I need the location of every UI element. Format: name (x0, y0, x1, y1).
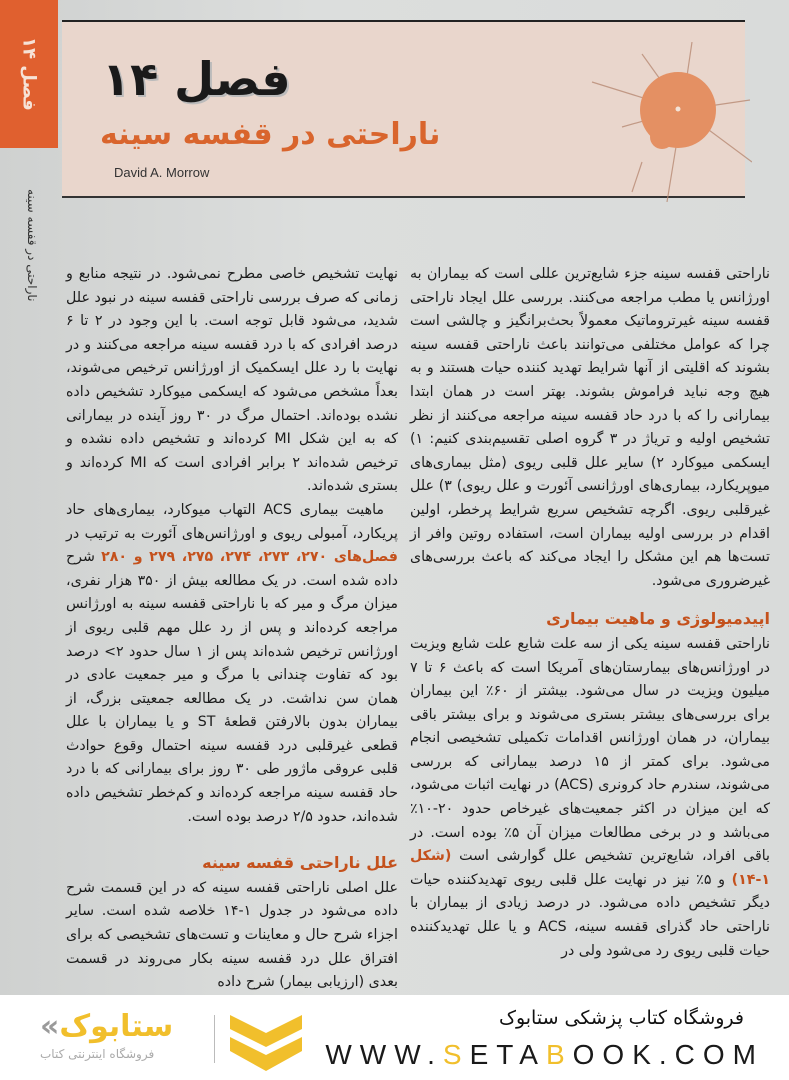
splash-icon (582, 42, 752, 202)
section-heading-causes: علل ناراحتی قفسه سینه (202, 853, 398, 873)
epi-text-1: ناراحتی قفسه سینه یکی از سه علت شایع علت شایع ویزیت در اورژانس‌های بیمارستان‌های آمریکا است که باعث ۶ تا ۷ میلیون ویزیت در سال می‌شود. بیشتر از ۶۰٪ این بیماران برای بررسی‌های بیشتر بستری می‌شوند و برای بیشتر باقی بیماران، در همان اورژانس اقدامات تکمیلی تشخیصی انجام می‌شود. برای کمتر از ۱۵ درصد بیمارانی که بررسی می‌شوند، سندرم حاد کرونری (ACS) در نهایت اثبات می‌شود، که این میزان در اکثر جمعیت‌های غیرخاص حدود ۲۰-۱۰٪ می‌باشد و در برخی مطالعات میزان آن ۵٪ بوده است. در باقی افراد، شایع‌ترین تشخیص علل گوارشی است (410, 635, 771, 865)
store-name: فروشگاه کتاب پزشکی ستابوک (498, 1007, 744, 1029)
continuation-paragraph: نهایت تشخیص خاصی مطرح نمی‌شود. در نتیجه منابع و زمانی که صرف بررسی ناراحتی قفسه سینه در نبود علل شدید، می‌شود قابل توجه است. با این وجود در ۲ تا ۶ درصد افرادی که با درد قفسه سینه مراجعه می‌کنند و در نهایت با رد علل ایسکمیک از اورژانس ترخیص می‌شوند، بعداً مشخص می‌شود که ایسکمی میوکارد تشخیص داده نشده بوده‌اند. احتمال مرگ در ۳۰ روز آینده در بیمارانی که به این شکل MI کرده‌اند و تشخیص داده نشده و ترخیص شده‌اند ۲ برابر افرادی است که MI کرده‌اند و بستری شده‌اند. (66, 266, 398, 495)
chapter-references-link[interactable]: فصل‌های ۲۷۰، ۲۷۳، ۲۷۴، ۲۷۵، ۲۷۹ و ۲۸۰ (101, 549, 398, 566)
epidemiology-paragraph (410, 633, 770, 963)
chapter-number: فصل ۱۴ (102, 52, 291, 106)
left-column (66, 263, 398, 995)
brand-logo-text: «ستابوک (40, 1009, 174, 1044)
chapter-header (62, 20, 745, 198)
right-column (410, 263, 770, 963)
brand-tagline: فروشگاه اینترنتی کتاب (40, 1047, 155, 1061)
section-heading-epidemiology: اپیدمیولوژی و ماهیت بیماری (546, 609, 770, 629)
chapter-title: ناراحتی در قفسه سینه (100, 117, 441, 152)
epi-text-2: و ۵٪ نیز در نهایت علل قلبی ریوی تهدیدکننده حیات دیگر تشخیص داده می‌شود. در درصد زیادی از بیماران با ناراحتی حاد گذرای قفسه سینه، ACS و یا علل تهدیدکننده حیات قلبی ریوی رد می‌شود ولی در (410, 871, 770, 959)
figure-reference-link[interactable]: (شکل ۱-۱۴) (410, 848, 770, 888)
footer-divider (214, 1015, 215, 1063)
side-tab-label: فصل ۱۴ (18, 37, 40, 111)
causes-paragraph: علل اصلی ناراحتی قفسه سینه که در این قسمت شرح داده می‌شود در جدول ۱-۱۴ خلاصه شده است. سایر اجزاء شرح حال و معاینات و تست‌های تشخیصی که برای افتراق علل درد قفسه سینه بکار می‌روند در قسمت بعدی (ارزیابی بیمار) شرح داده (66, 879, 398, 991)
nature-paragraph (66, 499, 398, 829)
store-website-link[interactable]: WWW.SETABOOK.COM (325, 1039, 764, 1070)
nature-text-2: شرح داده شده است. در یک مطالعه بیش از ۳۵۰ هزار نفری، میزان مرگ و میر که با ناراحتی قفسه سینه به اورژانس مراجعه کرده‌اند و پس از رد علل مهم قلبی ریوی از اورژانس ترخیص شده‌اند پس از ۱ سال حدود ۲> درصد بود که تفاوت چندانی با مرگ و میر جمعیت عادی در همان سن نداشت. در یک مطالعه جمعیتی بزرگ، از بیماران بدون بالارفتن قطعهٔ ST و یا بیماران با علل قطعی غیرقلبی درد قفسه سینه احتمال وقوع حوادث قلبی عروقی ماژور طی ۳۰ روز برای بیمارانی که با درد حاد قفسه سینه مراجعه کرده‌اند و کم‌خطر تشخیص داده شده‌اند، حدود ۲/۵ درصد بوده است. (66, 549, 399, 825)
nature-text-1: ماهیت بیماری ACS التهاب میوکارد، بیماری‌های حاد پریکارد، آمبولی ریوی و اورژانس‌های آئورت به ترتیب در (66, 501, 398, 542)
chapter-author: David A. Morrow (114, 165, 210, 180)
intro-paragraph: ناراحتی قفسه سینه جزء شایع‌ترین عللی است که بیماران به اورژانس یا مطب مراجعه می‌کنند. بررسی علل ایجاد ناراحتی قفسه سینه غیرتروماتیک معمولاً بحث‌برانگیز و چالشی است چرا که عوامل مختلفی می‌توانند باعث ناراحتی قفسه سینه بشوند که اقلیتی از آنها شرایط تهدید کننده حیات هستند و به هیچ وجه نباید فراموش بشوند. بهتر است در همان ابتدا بیمارانی را که با درد حاد قفسه سینه مراجعه می‌کنند از نظر تشخیص اولیه و تریاژ در ۳ گروه اصلی تقسیم‌بندی کنیم: ۱) ایسکمی میوکارد ۲) سایر علل قلبی ریوی (مثل بیماری‌های میوپریکارد، بیماری‌های اورژانسی آئورت و علل ریوی) ۳) علل غیرقلبی ریوی. اگرچه تشخیص سریع شرایط پرخطر، اولین اقدام در بررسی اولیه بیماران است، استفاده روتین وافر از تست‌ها هم این مشکل را ایجاد می‌کند که باعث بررسی‌های غیرضروری می‌شود. (410, 266, 771, 589)
chevron-logo-icon (230, 1015, 302, 1071)
running-head (18, 160, 46, 330)
watermark-footer (0, 995, 789, 1080)
chapter-side-tab (0, 0, 58, 148)
running-head-text: ناراحتی در قفسه سینه (25, 188, 39, 302)
